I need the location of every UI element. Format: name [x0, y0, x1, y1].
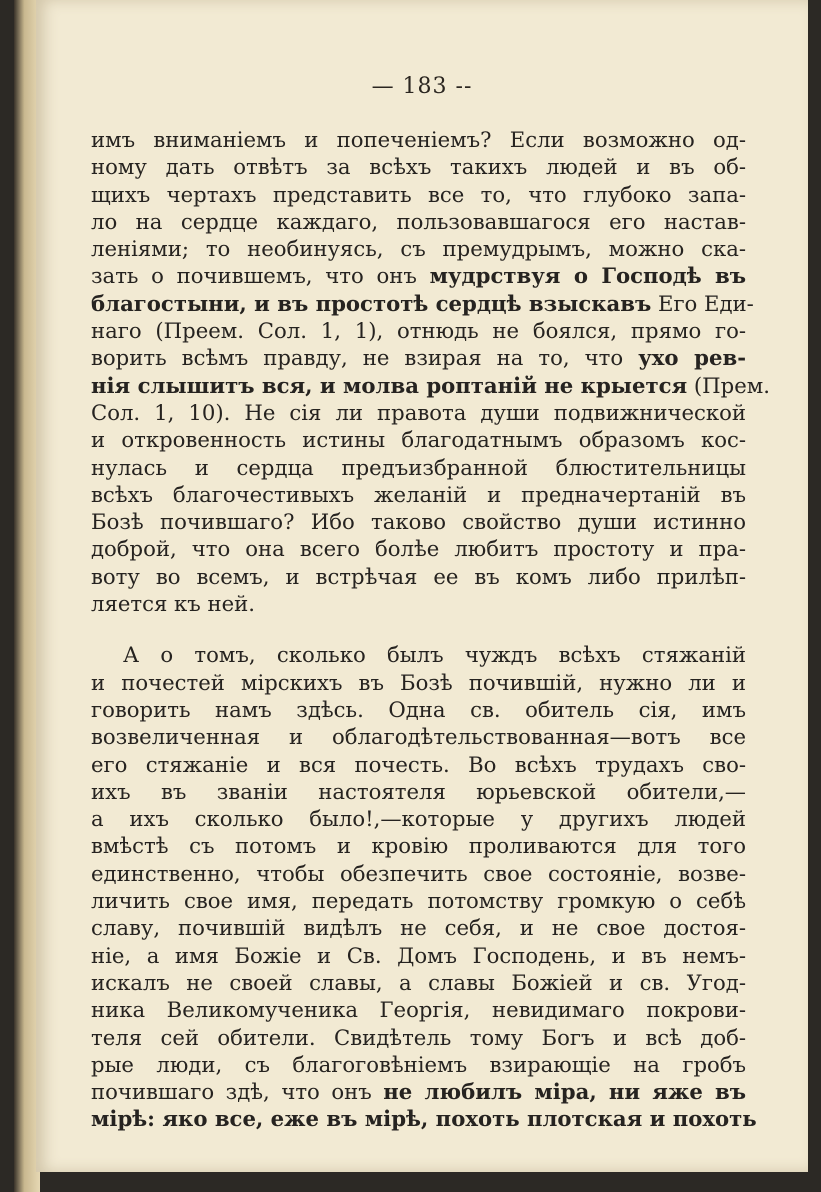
text-segment: и почестей мірскихъ въ Бозѣ почившій, нужно ли и	[91, 669, 746, 695]
text-line	[91, 399, 746, 426]
text-line	[91, 805, 746, 832]
text-line	[91, 914, 746, 941]
text-segment: славу, почившій видѣлъ не себя, и не свое достоя-	[91, 915, 746, 941]
text-segment: Бозѣ почившаго? Ибо таково свойство души истинно	[91, 509, 746, 535]
text-line	[91, 1051, 746, 1078]
text-segment: леніями; то необинуясь, съ премудрымъ, можно ска-	[91, 236, 746, 262]
text-line	[91, 481, 746, 508]
text-segment: почившаго здѣ, что онъ	[91, 1079, 384, 1105]
body-text	[91, 126, 770, 1133]
text-line	[91, 563, 746, 590]
text-line	[91, 996, 746, 1023]
text-line	[91, 290, 754, 317]
text-line	[91, 1105, 757, 1132]
paragraph-gap	[91, 617, 746, 641]
text-line	[91, 317, 746, 344]
bold-text-segment: нія слышитъ вся, и молва роптаній не крыется	[91, 372, 688, 398]
text-segment: Сол. 1, 10). Не сія ли правота души подвижнической	[91, 399, 746, 425]
text-line	[91, 262, 746, 289]
text-line	[91, 1024, 746, 1051]
text-segment: и откровенность истины благодатнымъ образомъ кос-	[91, 427, 746, 453]
text-line	[91, 372, 770, 399]
text-line	[91, 535, 746, 562]
text-line	[91, 235, 746, 262]
text-segment: нулась и сердца предъизбранной блюстительницы	[91, 454, 746, 480]
text-segment: личить свое имя, передать потомству громкую о себѣ	[91, 888, 746, 914]
text-line	[91, 208, 746, 235]
text-line	[91, 723, 746, 750]
book-page	[36, 0, 808, 1172]
bold-text-segment: благостыни, и въ простотѣ сердцѣ взыскавъ	[91, 290, 652, 316]
text-line	[91, 641, 746, 668]
text-segment: говорить намъ здѣсь. Одна св. обитель сія, имъ	[91, 696, 746, 722]
text-segment: ло на сердце каждаго, пользовавшагося его настав-	[91, 208, 746, 234]
text-segment: вмѣстѣ съ потомъ и кровію проливаются для того	[91, 833, 746, 859]
text-segment: теля сей обители. Свидѣтель тому Богъ и всѣ доб-	[91, 1024, 746, 1050]
bold-text-segment: не любилъ міра, ни яже въ	[383, 1079, 746, 1105]
text-segment: зать о почившемъ, что онъ	[91, 263, 430, 289]
text-line	[91, 969, 746, 996]
text-segment: возвеличенная и облагодѣтельствованная—вотъ все	[91, 724, 746, 750]
text-segment: ворить всѣмъ правду, не взирая на то, что	[91, 345, 639, 371]
bold-text-segment: мірѣ: яко все, еже въ мірѣ, похоть плотская и похоть	[91, 1106, 757, 1132]
text-segment: А о томъ, сколько былъ чуждъ всѣхъ стяжаній	[123, 642, 746, 668]
text-segment: рые люди, съ благоговѣніемъ взирающіе на гробъ	[91, 1051, 746, 1077]
text-line	[91, 590, 746, 617]
bold-text-segment: ухо рев-	[638, 345, 746, 371]
text-line	[91, 942, 746, 969]
text-line	[91, 508, 746, 535]
text-line	[91, 751, 746, 778]
text-segment: искалъ не своей славы, а славы Божіей и св. Угод-	[91, 969, 746, 995]
text-line	[91, 344, 746, 371]
text-segment: всѣхъ благочестивыхъ желаній и предначертаній въ	[91, 481, 746, 507]
text-segment: наго (Преем. Сол. 1, 1), отнюдь не боялся, прямо го-	[91, 318, 746, 344]
text-segment: а ихъ сколько было!,—которые у другихъ людей	[91, 806, 746, 832]
paragraph	[91, 641, 757, 1132]
text-line	[91, 696, 746, 723]
text-segment: (Прем.	[687, 372, 770, 398]
text-segment: имъ вниманіемъ и попеченіемъ? Если возможно од-	[91, 127, 746, 152]
text-line	[91, 778, 746, 805]
text-line	[91, 860, 746, 887]
text-segment: ляется къ ней.	[91, 591, 256, 617]
text-segment: единственно, чтобы обезпечить свое состояніе, возве-	[91, 860, 746, 886]
text-line	[91, 669, 746, 696]
text-line	[91, 454, 746, 481]
text-line	[91, 153, 746, 180]
paragraph	[91, 126, 770, 617]
text-segment: ніе, а имя Божіе и Св. Домъ Господень, и въ немъ-	[91, 942, 746, 968]
text-line	[91, 181, 746, 208]
text-line	[91, 832, 746, 859]
bold-text-segment: мудрствуя о Господѣ въ	[429, 263, 746, 289]
text-segment: его стяжаніе и вся почесть. Во всѣхъ трудахъ сво-	[91, 751, 746, 777]
text-segment: ному дать отвѣтъ за всѣхъ такихъ людей и въ об-	[91, 154, 746, 180]
text-segment: ихъ въ званіи настоятеля юрьевской обители,—	[91, 778, 746, 804]
text-line	[91, 1078, 746, 1105]
text-segment: щихъ чертахъ представить все то, что глубоко запа-	[91, 181, 746, 207]
page-number: — 183 --	[371, 74, 473, 99]
text-segment: доброй, что она всего болѣе любитъ простоту и пра-	[91, 536, 746, 562]
text-line	[91, 426, 746, 453]
text-line	[91, 126, 746, 153]
text-segment: воту во всемъ, и встрѣчая ее въ комъ либо прилѣп-	[91, 563, 746, 589]
text-segment: ника Великомученика Георгія, невидимаго покрови-	[91, 997, 746, 1023]
text-line	[91, 887, 746, 914]
text-segment: Его Еди-	[651, 290, 754, 316]
